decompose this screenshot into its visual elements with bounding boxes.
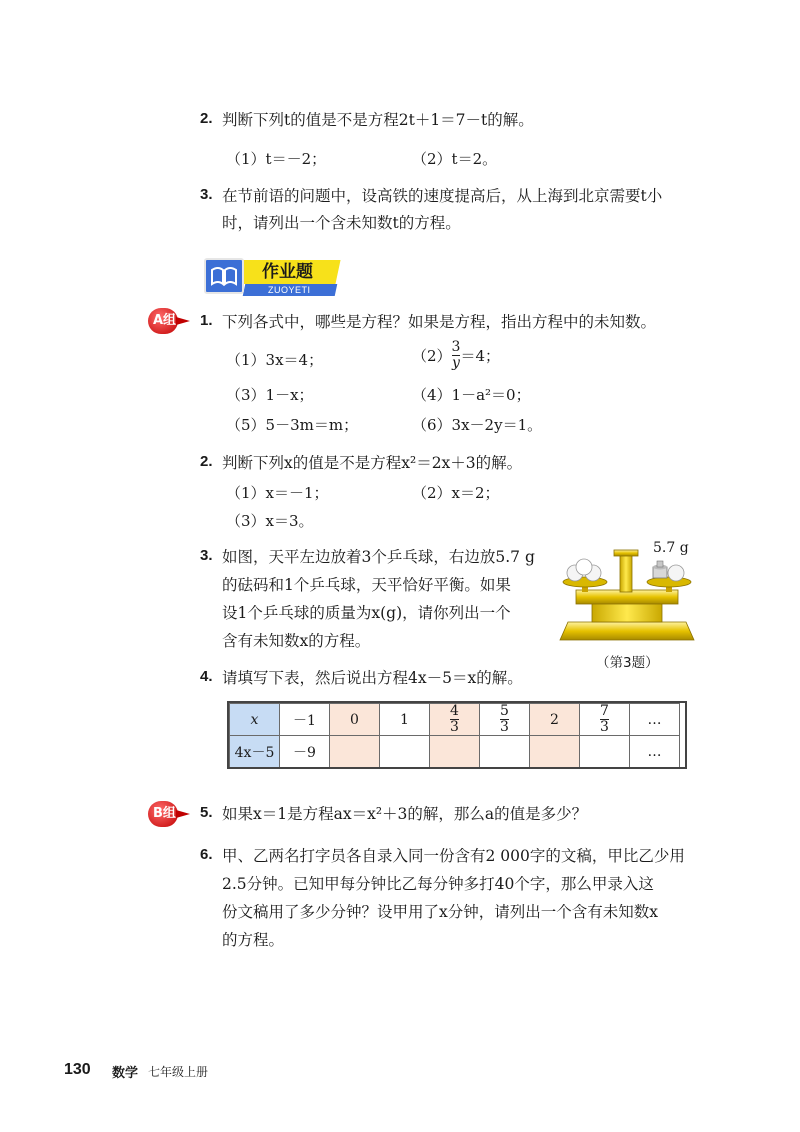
hw-3-line-3: 设1个乒乓球的质量为x(g)，请你列出一个 — [222, 604, 511, 622]
table-cell: … — [630, 736, 680, 768]
exercise-3-line-2: 时，请列出一个含未知数t的方程。 — [222, 214, 461, 232]
table-header-x: x — [230, 704, 280, 736]
hw-1-item-2 — [412, 340, 500, 371]
table-header-expression: 4x－5 — [230, 736, 280, 768]
hw-3-number: 3. — [200, 547, 213, 564]
hw-1-item-2-prefix: （2） — [412, 347, 452, 365]
hw-2-item-2: （2）x＝2； — [412, 484, 500, 502]
hw-6-line-4: 的方程。 — [222, 931, 285, 949]
group-a-label: A组 — [153, 313, 177, 328]
hw-6-line-3: 份文稿用了多少分钟？设甲用了x分钟，请列出一个含有未知数x — [222, 903, 658, 921]
table-cell-blank[interactable] — [330, 736, 380, 768]
hw-2-text: 判断下列x的值是不是方程x²＝2x＋3的解。 — [222, 454, 523, 472]
group-b-badge — [148, 801, 192, 827]
table-row-x — [230, 704, 680, 736]
group-a-badge — [148, 308, 192, 334]
exercise-2-item-2: （2）t＝2。 — [412, 150, 498, 168]
homework-subtitle: ZUOYETI — [268, 285, 311, 295]
figure-caption: （第3题） — [596, 655, 659, 671]
table-cell: －1 — [280, 704, 330, 736]
table-cell: 0 — [330, 704, 380, 736]
footer-book: 七年级上册 — [148, 1065, 209, 1079]
exercise-2-item-1: （1）t＝－2； — [226, 150, 327, 168]
exercise-3-number: 3. — [200, 186, 213, 203]
exercise-2-text: 判断下列t的值是不是方程2t＋1＝7－t的解。 — [222, 111, 534, 129]
table-cell-fraction: $\frac{4}{3}$ — [430, 704, 480, 736]
footer-subject: 数学 — [112, 1066, 139, 1081]
hw-5-text: 如果x＝1是方程ax＝x²＋3的解，那么a的值是多少？ — [222, 805, 588, 823]
hw-6-number: 6. — [200, 846, 213, 863]
balance-scale-figure — [552, 540, 702, 650]
hw-2-item-1: （1）x＝－1； — [226, 484, 329, 502]
hw-1-number: 1. — [200, 312, 213, 329]
hw-1-item-4: （4）1－a²＝0； — [412, 386, 531, 404]
table-cell-blank[interactable] — [480, 736, 530, 768]
exercise-3-line-1: 在节前语的问题中，设高铁的速度提高后，从上海到北京需要t小 — [222, 187, 663, 205]
table-cell: 1 — [380, 704, 430, 736]
hw-1-item-2-suffix: ＝4； — [460, 347, 501, 365]
fraction-numerator: 3 — [451, 339, 461, 355]
hw-1-item-3: （3）1－x； — [226, 386, 314, 404]
hw-6-line-2: 2.5分钟。已知甲每分钟比乙每分钟多打40个字，那么甲录入这 — [222, 875, 654, 893]
table-row-expression — [230, 736, 680, 768]
fraction-denominator: y — [452, 355, 460, 371]
hw-6-line-1: 甲、乙两名打字员各自录入同一份含有2 000字的文稿，甲比乙少用 — [222, 847, 685, 865]
hw-2-item-3: （3）x＝3。 — [226, 512, 314, 530]
hw-1-item-1: （1）3x＝4； — [226, 351, 324, 369]
table-cell-blank[interactable] — [430, 736, 480, 768]
table-cell: －9 — [280, 736, 330, 768]
hw-1-item-5: （5）5－3m＝m； — [226, 416, 359, 434]
weight-label: 5.7 g — [653, 540, 689, 556]
table-cell-blank[interactable] — [380, 736, 430, 768]
hw-1-item-6: （6）3x－2y＝1。 — [412, 416, 543, 434]
table-cell-blank[interactable] — [530, 736, 580, 768]
hw-3-line-2: 的砝码和1个乒乓球，天平恰好平衡。如果 — [222, 576, 511, 594]
table-cell: 2 — [530, 704, 580, 736]
table-cell-blank[interactable] — [580, 736, 630, 768]
hw-3-line-1: 如图，天平左边放着3个乒乓球，右边放5.7 g — [222, 548, 535, 566]
table-cell-fraction: $\frac{7}{3}$ — [580, 704, 630, 736]
value-table — [229, 703, 680, 768]
table-cell-fraction: $\frac{5}{3}$ — [480, 704, 530, 736]
hw-4-number: 4. — [200, 668, 213, 685]
homework-title: 作业题 — [262, 262, 313, 282]
hw-2-number: 2. — [200, 453, 213, 470]
page-number: 130 — [64, 1061, 91, 1078]
hw-4-text: 请填写下表，然后说出方程4x－5＝x的解。 — [222, 669, 523, 687]
hw-5-number: 5. — [200, 804, 213, 821]
table-cell: … — [630, 704, 680, 736]
exercise-2-number: 2. — [200, 110, 213, 127]
fraction-3-over-y — [452, 340, 461, 371]
hw-3-line-4: 含有未知数x的方程。 — [222, 632, 371, 650]
homework-banner — [204, 258, 338, 296]
hw-1-text: 下列各式中，哪些是方程？如果是方程，指出方程中的未知数。 — [222, 313, 657, 331]
book-icon — [204, 258, 244, 294]
group-b-label: B组 — [153, 806, 176, 821]
